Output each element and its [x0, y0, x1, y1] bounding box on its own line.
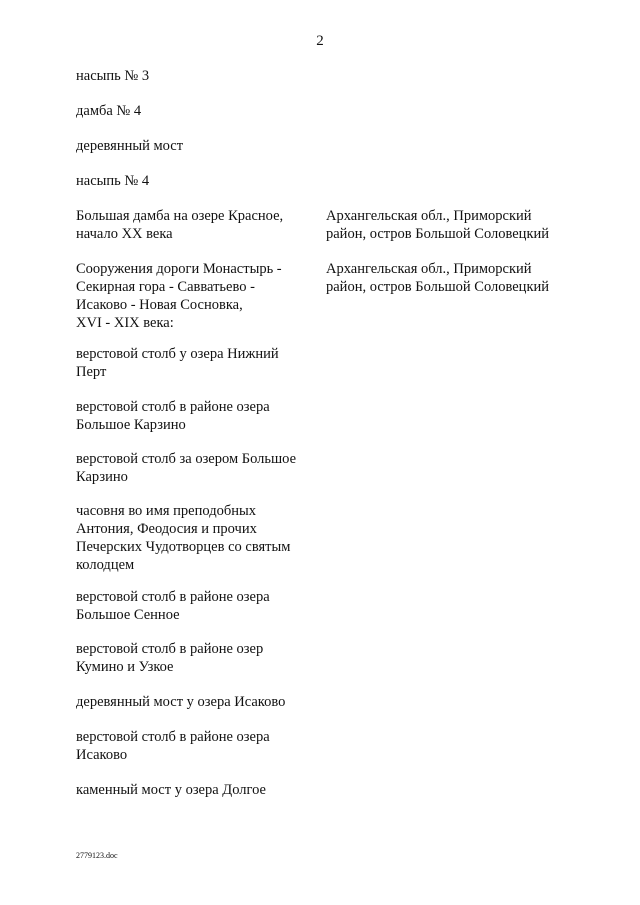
entry-location: Архангельская обл., Приморский район, остров Большой Соловецкий: [326, 261, 550, 295]
entry-name: верстовой столб в районе озер Кумино и Узкое: [76, 641, 264, 675]
entry-name: верстовой столб за озером Большое Карзино: [76, 451, 297, 485]
entry-name: насыпь № 3: [76, 68, 150, 84]
entry-name: деревянный мост у озера Исаково: [76, 694, 286, 710]
entry-name: верстовой столб у озера Нижний Перт: [76, 346, 279, 380]
entry-name: верстовой столб в районе озера Исаково: [76, 729, 270, 763]
entry-name: верстовой столб в районе озера Большое Карзино: [76, 399, 270, 433]
entry-name: часовня во имя преподобных Антония, Феодосия и прочих Печерских Чудотворцев со святым колодцем: [76, 503, 291, 573]
entry-name: деревянный мост: [76, 138, 184, 154]
footer-filename: 2779123.doc: [76, 851, 118, 860]
entry-name: дамба № 4: [76, 103, 142, 119]
entry-name: Сооружения дороги Монастырь - Секирная гора - Савватьево - Исаково - Новая Сосновка, XVI - XIX века:: [76, 261, 282, 331]
entry-name: каменный мост у озера Долгое: [76, 782, 266, 798]
entry-name: Большая дамба на озере Красное, начало XX века: [76, 208, 284, 242]
page-number: 2: [316, 33, 324, 49]
entry-name: верстовой столб в районе озера Большое Сенное: [76, 589, 270, 623]
entry-name: насыпь № 4: [76, 173, 150, 189]
entry-location: Архангельская обл., Приморский район, остров Большой Соловецкий: [326, 208, 550, 242]
